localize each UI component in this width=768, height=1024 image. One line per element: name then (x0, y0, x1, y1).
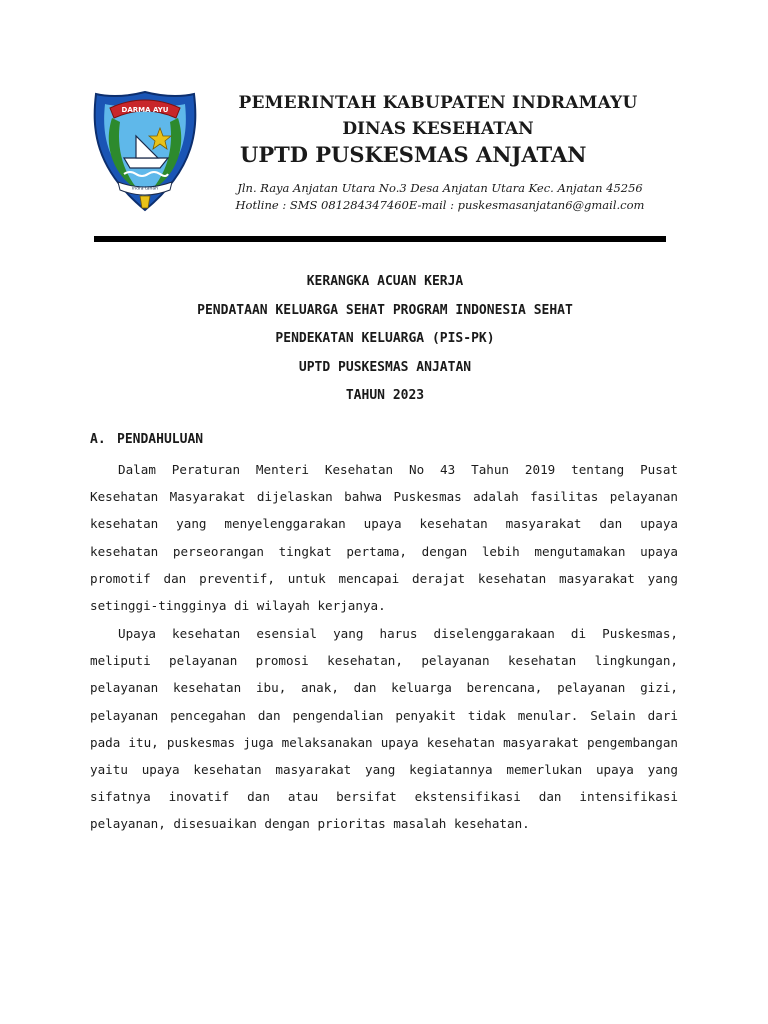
document-title-block (90, 268, 680, 411)
letterhead (90, 88, 670, 220)
logo-motto-text: indra tanah (132, 186, 158, 192)
section-a-paragraph-2: Upaya kesehatan esensial yang harus diselenggarakaan di Puskesmas, meliputi pelayanan promosi kesehatan, pelayanan kesehatan lingkungan, pelayanan kesehatan ibu, anak, dan keluarga berencana, pelayanan gizi, pelayanan pencegahan dan pengendalian penyakit tidak menular. Selain dari pada itu, puskesmas juga melaksanakan upaya kesehatan masyarakat pengembangan yaitu upaya kesehatan masyarakat yang kegiatannya memerlukan upaya yang sifatnya inovatif dan atau bersifat ekstensifikasi dan intensifikasi pelayanan, disesuaikan dengan prioritas masalah kesehatan. (90, 626, 678, 832)
unit-name: UPTD PUSKESMAS ANJATAN (240, 142, 587, 167)
department-name: DINAS KESEHATAN (342, 119, 534, 139)
title-line-5: TAHUN 2023 (345, 388, 425, 403)
title-line-2: PENDATAAN KELUARGA SEHAT PROGRAM INDONESIA SEHAT (197, 302, 573, 318)
section-a-heading (90, 432, 203, 447)
title-line-1: KERANGKA ACUAN KERJA (306, 274, 464, 289)
letterhead-divider (94, 236, 666, 242)
title-line-3: PENDEKATAN KELUARGA (PIS-PK) (275, 331, 495, 346)
government-name: PEMERINTAH KABUPATEN INDRAMAYU (238, 93, 638, 113)
section-a-paragraph-1: Dalam Peraturan Menteri Kesehatan No 43 Tahun 2019 tentang Pusat Kesehatan Masyarakat dijelaskan bahwa Puskesmas adalah fasilitas pelayanan kesehatan yang menyelenggarakan upaya kesehatan masyarakat dan upaya kesehatan perseorangan tingkat pertama, dengan lebih mengutamakan upaya promotif dan preventif, untuk mencapai derajat kesehatan masyarakat yang setinggi-tingginya di wilayah kerjanya. (90, 462, 678, 614)
logo-banner-text: DARMA AYU (121, 106, 169, 114)
section-a-number: A. (90, 432, 106, 447)
address-line: Jln. Raya Anjatan Utara No.3 Desa Anjatan Utara Kec. Anjatan 45256 (237, 181, 643, 195)
title-line-4: UPTD PUSKESMAS ANJATAN (298, 359, 472, 375)
contact-line: Hotline : SMS 081284347460E-mail : puskesmasanjatan6@gmail.com (235, 198, 645, 212)
section-a-title: PENDAHULUAN (117, 432, 204, 447)
regency-emblem-logo (90, 88, 200, 214)
